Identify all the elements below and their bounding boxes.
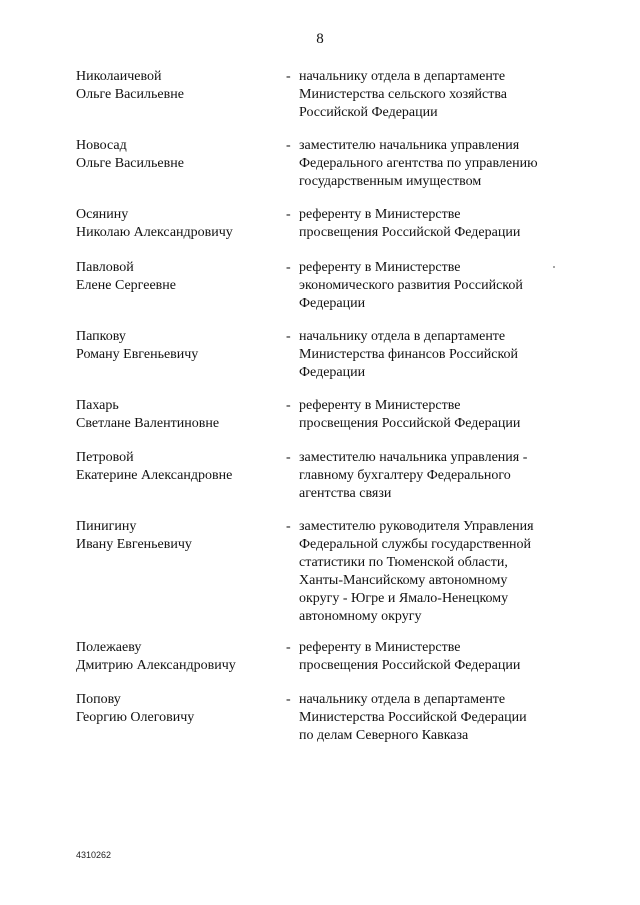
surname: Пахарь [76, 398, 119, 413]
surname: Попову [76, 692, 121, 707]
given-names: Дмитрию Александровичу [76, 658, 236, 673]
position-line: начальнику отдела в департаменте [299, 329, 506, 344]
position-line: референту в Министерстве [299, 398, 461, 413]
given-names: Елене Сергеевне [76, 278, 176, 293]
dash-separator: - [286, 450, 291, 465]
position-line: Ханты-Мансийскому автономному [299, 573, 508, 588]
position-line: заместителю начальника управления [299, 138, 520, 153]
dash-separator: - [286, 398, 291, 413]
position-line: Федерации [299, 365, 366, 380]
position-line: просвещения Российской Федерации [299, 658, 521, 673]
position-line: автономному округу [299, 609, 422, 624]
position-line: просвещения Российской Федерации [299, 225, 521, 240]
position-description [299, 137, 589, 191]
surname: Пинигину [76, 519, 137, 534]
position-line: Российской Федерации [299, 105, 438, 120]
position-description [299, 206, 589, 242]
position-description [299, 397, 589, 433]
position-line: округу - Югре и Ямало-Ненецкому [299, 591, 509, 606]
surname: Папкову [76, 329, 126, 344]
position-line: начальнику отдела в департаменте [299, 69, 506, 84]
position-line: Федерального агентства по управлению [299, 156, 538, 171]
position-description [299, 639, 589, 675]
position-line: просвещения Российской Федерации [299, 416, 521, 431]
position-line: главному бухгалтеру Федерального [299, 468, 511, 483]
given-names: Ольге Васильевне [76, 87, 184, 102]
position-line: Министерства сельского хозяйства [299, 87, 508, 102]
surname: Полежаеву [76, 640, 142, 655]
position-line: референту в Министерстве [299, 207, 461, 222]
given-names: Николаю Александровичу [76, 225, 233, 240]
given-names: Светлане Валентиновне [76, 416, 220, 431]
dash-separator: - [286, 692, 291, 707]
person-name [76, 137, 276, 173]
position-line: референту в Министерстве [299, 260, 461, 275]
given-names: Роману Евгеньевичу [76, 347, 199, 362]
position-line: Министерства Российской Федерации [299, 710, 527, 725]
person-name [76, 639, 276, 675]
position-line: государственным имуществом [299, 174, 482, 189]
person-name [76, 518, 276, 554]
position-line: заместителю начальника управления - [299, 450, 528, 465]
person-name [76, 449, 276, 485]
given-names: Ивану Евгеньевичу [76, 537, 192, 552]
dash-separator: - [286, 640, 291, 655]
position-line: экономического развития Российской [299, 278, 523, 293]
dash-separator: - [286, 69, 291, 84]
position-description [299, 259, 589, 313]
person-name [76, 397, 276, 433]
document-code: 4310262 [76, 850, 112, 860]
given-names: Георгию Олеговичу [76, 710, 195, 725]
surname: Петровой [76, 450, 134, 465]
person-name [76, 328, 276, 364]
person-name [76, 206, 276, 242]
given-names: Екатерине Александровне [76, 468, 233, 483]
position-line: референту в Министерстве [299, 640, 461, 655]
dash-separator: - [286, 519, 291, 534]
page-number: 8 [316, 31, 324, 47]
position-line: агентства связи [299, 486, 392, 501]
position-line: Федеральной службы государственной [299, 537, 531, 552]
position-line: заместителю руководителя Управления [299, 519, 534, 534]
scan-speck [553, 266, 555, 268]
dash-separator: - [286, 329, 291, 344]
surname: Осянину [76, 207, 129, 222]
person-name [76, 259, 276, 295]
surname: Павловой [76, 260, 134, 275]
position-description [299, 691, 589, 745]
position-line: начальнику отдела в департаменте [299, 692, 506, 707]
position-description [299, 449, 589, 503]
position-description [299, 328, 589, 382]
surname: Новосад [76, 138, 127, 153]
surname: Николаичевой [76, 69, 162, 84]
dash-separator: - [286, 138, 291, 153]
dash-separator: - [286, 207, 291, 222]
given-names: Ольге Васильевне [76, 156, 184, 171]
person-name [76, 68, 276, 104]
position-description [299, 518, 589, 626]
position-description [299, 68, 589, 122]
position-line: Министерства финансов Российской [299, 347, 519, 362]
position-line: статистики по Тюменской области, [299, 555, 508, 570]
position-line: Федерации [299, 296, 366, 311]
position-line: по делам Северного Кавказа [299, 728, 469, 743]
person-name [76, 691, 276, 727]
dash-separator: - [286, 260, 291, 275]
